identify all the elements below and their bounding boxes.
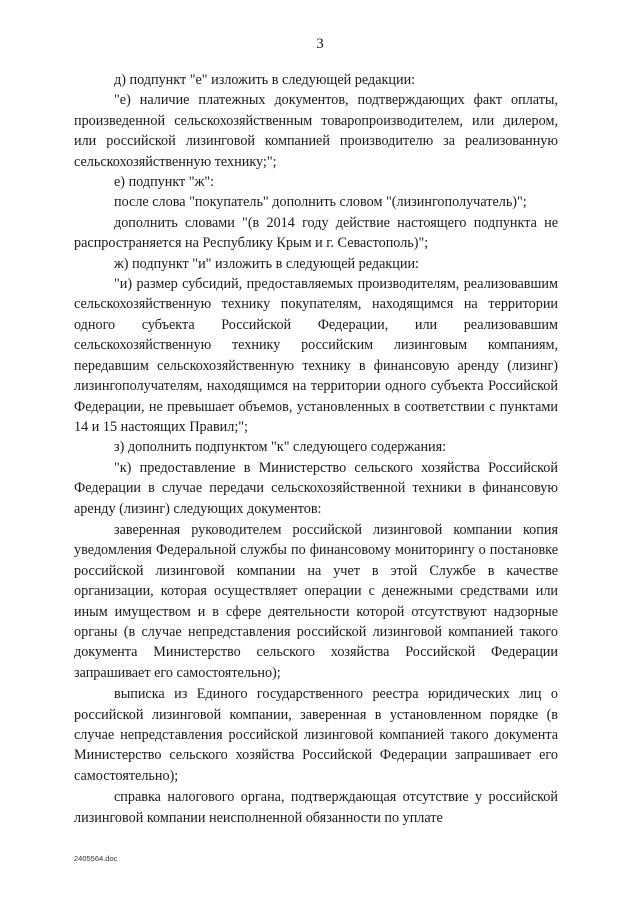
paragraph: "и) размер субсидий, предоставляемых производителям, реализовавшим сельскохозяйственную технику покупателям, находящимся на территории одного субъекта Российской Федерации, или реализовавшим сельскохозяйственную технику российским лизинговым компаниям, передавшим сельскохозяйственную технику в финансовую аренду (лизинг) лизингополучателям, находящимся на территории одного субъекта Российской Федерации, не превышает объемов, установленных в соответствии с пунктами 14 и 15 настоящих Правил;"; (74, 276, 558, 435)
paragraph: дополнить словами "(в 2014 году действие настоящего подпункта не распространяется на Республику Крым и г. Севастополь)"; (74, 214, 558, 252)
paragraph: выписка из Единого государственного реестра юридических лиц о российской лизинговой компании, заверенная в установленном порядке (в случае непредставления российской лизинговой компанией такого документа Министерство сельского хозяйства Российской Федерации запрашивает его самостоятельно); (74, 686, 558, 784)
paragraph: е) подпункт "ж": (114, 174, 215, 191)
file-name-footer: 2405564.doc (74, 854, 118, 863)
paragraph: з) дополнить подпунктом "к" следующего содержания: (114, 439, 447, 456)
paragraph: "к) предоставление в Министерство сельского хозяйства Российской Федерации в случае передачи сельскохозяйственной техники в финансовую аренду (лизинг) следующих документов: (74, 459, 558, 517)
page-number: 3 (316, 36, 324, 52)
document-body (74, 70, 558, 828)
paragraph: д) подпункт "е" изложить в следующей редакции: (114, 72, 416, 88)
paragraph: заверенная руководителем российской лизинговой компании копия уведомления Федеральной службы по финансовому мониторингу о постановке российской лизинговой компании на учет в этой Службе в качестве организации, которая осуществляет операции с денежными средствами или иным имуществом и в сфере деятельности которой отсутствуют надзорные органы (в случае непредставления российской лизинговой компанией такого документа Министерство сельского хозяйства Российской Федерации запрашивает его самостоятельно); (74, 521, 558, 681)
paragraph: "е) наличие платежных документов, подтверждающих факт оплаты, произведенной сельскохозяйственным товаропроизводителем, или дилером, или российской лизинговой компанией производителю за реализованную сельскохозяйственную технику;"; (74, 92, 558, 170)
paragraph: справка налогового органа, подтверждающая отсутствие у российской лизинговой компании неисполненной обязанности по уплате (74, 789, 558, 826)
paragraph: ж) подпункт "и" изложить в следующей редакции: (114, 255, 419, 272)
paragraph: после слова "покупатель" дополнить словом "(лизингополучатель)"; (114, 194, 527, 211)
